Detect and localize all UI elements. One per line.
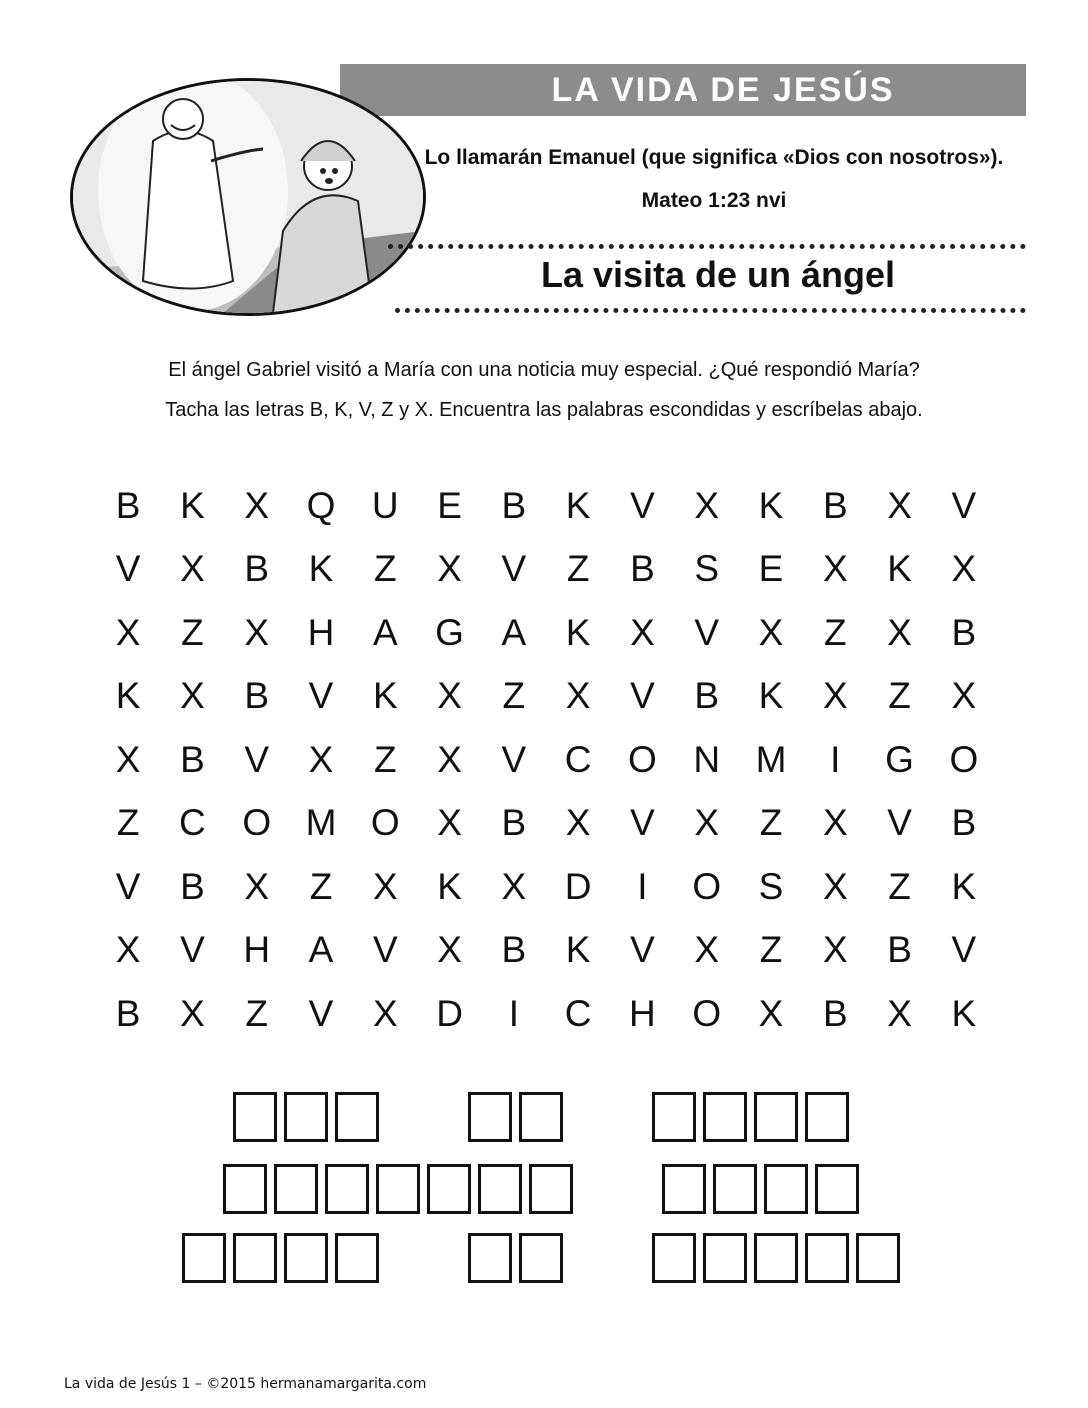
- answer-letter-box[interactable]: [468, 1233, 512, 1283]
- grid-letter[interactable]: K: [372, 675, 398, 717]
- answer-letter-box[interactable]: [754, 1233, 798, 1283]
- grid-letter[interactable]: K: [180, 484, 205, 526]
- answer-letter-box[interactable]: [325, 1164, 369, 1214]
- grid-letter[interactable]: H: [243, 929, 271, 971]
- grid-letter[interactable]: B: [630, 548, 655, 590]
- grid-letter[interactable]: B: [244, 675, 270, 717]
- grid-letter[interactable]: K: [115, 675, 141, 717]
- grid-letter[interactable]: C: [179, 802, 206, 844]
- grid-letter[interactable]: V: [630, 929, 655, 971]
- grid-letter[interactable]: X: [694, 484, 720, 526]
- grid-letter[interactable]: X: [501, 865, 527, 907]
- grid-letter[interactable]: X: [887, 992, 912, 1034]
- answer-letter-box[interactable]: [764, 1164, 808, 1214]
- grid-letter[interactable]: X: [951, 675, 977, 717]
- grid-letter[interactable]: V: [244, 738, 270, 780]
- grid-letter[interactable]: I: [830, 738, 841, 780]
- grid-letter[interactable]: K: [565, 484, 591, 526]
- lesson-title: La visita de un ángel: [540, 254, 896, 295]
- answer-letter-box[interactable]: [335, 1233, 379, 1283]
- answer-letter-box[interactable]: [713, 1164, 757, 1214]
- grid-letter[interactable]: B: [887, 929, 912, 971]
- answer-letter-box[interactable]: [662, 1164, 706, 1214]
- answer-word: [233, 1092, 386, 1142]
- answer-letter-box[interactable]: [703, 1092, 747, 1142]
- grid-letter[interactable]: A: [308, 929, 334, 971]
- grid-letter[interactable]: K: [887, 548, 912, 590]
- instruction-line-1: El ángel Gabriel visitó a María con una noticia muy especial. ¿Qué respondió María?: [168, 359, 920, 381]
- answer-letter-box[interactable]: [468, 1092, 512, 1142]
- grid-letter[interactable]: C: [564, 992, 592, 1034]
- divider-bottom: [395, 308, 1026, 313]
- grid-letter[interactable]: X: [372, 992, 398, 1034]
- grid-letter[interactable]: H: [629, 992, 656, 1034]
- grid-letter[interactable]: X: [822, 865, 848, 907]
- answer-word: [662, 1164, 866, 1214]
- grid-letter[interactable]: K: [437, 865, 462, 907]
- grid-letter[interactable]: X: [437, 738, 462, 780]
- grid-letter[interactable]: D: [564, 865, 592, 907]
- answer-letter-box[interactable]: [427, 1164, 471, 1214]
- answer-letter-box[interactable]: [233, 1233, 277, 1283]
- grid-letter[interactable]: X: [437, 675, 462, 717]
- grid-letter[interactable]: K: [758, 675, 784, 717]
- answer-letter-box[interactable]: [805, 1233, 849, 1283]
- grid-letter[interactable]: O: [949, 738, 979, 780]
- grid-letter[interactable]: K: [565, 929, 591, 971]
- answer-letter-box[interactable]: [856, 1233, 900, 1283]
- answer-letter-box[interactable]: [284, 1233, 328, 1283]
- grid-letter[interactable]: U: [371, 484, 399, 526]
- grid-letter[interactable]: Z: [181, 611, 204, 653]
- grid-letter[interactable]: D: [436, 992, 463, 1034]
- grid-letter[interactable]: M: [305, 802, 337, 844]
- angel-illustration: [70, 78, 426, 316]
- answer-letter-box[interactable]: [274, 1164, 318, 1214]
- grid-letter[interactable]: B: [501, 929, 527, 971]
- grid-letter[interactable]: E: [758, 548, 784, 590]
- grid-letter[interactable]: V: [694, 611, 720, 653]
- grid-letter[interactable]: X: [180, 675, 205, 717]
- answer-letter-box[interactable]: [376, 1164, 420, 1214]
- grid-letter[interactable]: X: [822, 548, 848, 590]
- grid-letter[interactable]: Z: [566, 548, 590, 590]
- grid-letter[interactable]: Z: [373, 548, 397, 590]
- divider-top: [388, 244, 1026, 249]
- answer-word: [652, 1233, 907, 1283]
- grid-letter[interactable]: G: [885, 738, 914, 780]
- grid-letter[interactable]: O: [692, 992, 722, 1034]
- grid-letter[interactable]: B: [180, 738, 205, 780]
- grid-letter[interactable]: Z: [823, 611, 847, 653]
- grid-letter[interactable]: B: [951, 802, 977, 844]
- grid-letter[interactable]: A: [372, 611, 398, 653]
- grid-letter[interactable]: X: [244, 611, 270, 653]
- grid-letter[interactable]: K: [758, 484, 784, 526]
- answer-letter-box[interactable]: [182, 1233, 226, 1283]
- answer-letter-box[interactable]: [335, 1092, 379, 1142]
- answer-letter-box[interactable]: [284, 1092, 328, 1142]
- grid-letter[interactable]: V: [115, 865, 141, 907]
- grid-letter[interactable]: X: [694, 802, 720, 844]
- grid-letter[interactable]: X: [115, 611, 141, 653]
- grid-letter[interactable]: V: [630, 802, 655, 844]
- grid-letter[interactable]: B: [822, 484, 848, 526]
- grid-letter[interactable]: I: [508, 992, 519, 1034]
- grid-letter[interactable]: V: [630, 484, 655, 526]
- letter-grid: [96, 474, 996, 1046]
- grid-letter[interactable]: Z: [759, 802, 783, 844]
- grid-letter[interactable]: K: [951, 992, 977, 1034]
- grid-letter[interactable]: B: [694, 675, 720, 717]
- grid-letter[interactable]: X: [951, 548, 977, 590]
- answer-letter-box[interactable]: [519, 1092, 563, 1142]
- grid-letter[interactable]: X: [887, 484, 912, 526]
- grid-letter[interactable]: X: [244, 484, 270, 526]
- answer-row: [0, 1164, 1088, 1214]
- grid-letter[interactable]: K: [951, 865, 977, 907]
- grid-letter[interactable]: V: [951, 484, 977, 526]
- grid-letter[interactable]: Z: [309, 865, 333, 907]
- footer-credit: La vida de Jesús 1 – ©2015 hermanamargarita.com: [64, 1376, 427, 1392]
- grid-letter[interactable]: V: [951, 929, 977, 971]
- grid-letter[interactable]: V: [501, 738, 527, 780]
- grid-letter[interactable]: Z: [116, 802, 140, 844]
- grid-letter[interactable]: V: [180, 929, 205, 971]
- grid-letter[interactable]: A: [501, 611, 527, 653]
- grid-letter[interactable]: V: [372, 929, 398, 971]
- grid-letter[interactable]: X: [630, 611, 655, 653]
- grid-letter[interactable]: X: [244, 865, 270, 907]
- grid-letter[interactable]: B: [115, 484, 141, 526]
- grid-letter[interactable]: Z: [373, 738, 397, 780]
- instruction-line-2: Tacha las letras B, K, V, Z y X. Encuentra las palabras escondidas y escríbelas abajo.: [165, 399, 923, 421]
- answer-letter-box[interactable]: [815, 1164, 859, 1214]
- answer-letter-box[interactable]: [652, 1233, 696, 1283]
- grid-letter[interactable]: X: [822, 929, 848, 971]
- grid-letter[interactable]: B: [115, 992, 141, 1034]
- grid-letter[interactable]: S: [694, 548, 720, 590]
- grid-letter[interactable]: X: [437, 802, 462, 844]
- answer-letter-box[interactable]: [519, 1233, 563, 1283]
- grid-letter[interactable]: X: [758, 992, 784, 1034]
- grid-letter[interactable]: V: [501, 548, 527, 590]
- grid-letter[interactable]: I: [637, 865, 648, 907]
- grid-letter[interactable]: G: [435, 611, 464, 653]
- grid-letter[interactable]: K: [308, 548, 334, 590]
- bible-verse: Lo llamarán Emanuel (que significa «Dios con nosotros»). Mateo 1:23 nvi: [424, 146, 1004, 212]
- answer-row: [0, 1233, 1088, 1283]
- grid-letter[interactable]: X: [308, 738, 334, 780]
- grid-letter[interactable]: E: [437, 484, 462, 526]
- grid-letter[interactable]: X: [115, 929, 141, 971]
- answer-letter-box[interactable]: [652, 1092, 696, 1142]
- instructions: [40, 350, 1048, 430]
- grid-letter[interactable]: V: [115, 548, 141, 590]
- series-title: LA VIDA DE JESÚS: [551, 70, 895, 109]
- answer-letter-box[interactable]: [233, 1092, 277, 1142]
- grid-letter[interactable]: H: [307, 611, 335, 653]
- answer-word: [652, 1092, 856, 1142]
- grid-letter[interactable]: X: [437, 548, 462, 590]
- answer-letter-box[interactable]: [478, 1164, 522, 1214]
- grid-letter[interactable]: X: [758, 611, 784, 653]
- grid-letter[interactable]: X: [822, 675, 848, 717]
- grid-letter[interactable]: S: [758, 865, 784, 907]
- answer-letter-box[interactable]: [754, 1092, 798, 1142]
- grid-letter[interactable]: O: [692, 865, 722, 907]
- grid-letter[interactable]: B: [244, 548, 270, 590]
- grid-letter[interactable]: B: [822, 992, 848, 1034]
- grid-letter[interactable]: V: [308, 675, 334, 717]
- grid-letter[interactable]: B: [501, 802, 527, 844]
- answer-word: [468, 1092, 570, 1142]
- grid-letter[interactable]: Z: [502, 675, 526, 717]
- grid-letter[interactable]: M: [755, 738, 787, 780]
- grid-letter[interactable]: V: [308, 992, 334, 1034]
- grid-letter[interactable]: C: [564, 738, 592, 780]
- grid-letter[interactable]: O: [628, 738, 657, 780]
- grid-letter[interactable]: X: [565, 802, 591, 844]
- answer-word: [182, 1233, 386, 1283]
- grid-letter[interactable]: X: [822, 802, 848, 844]
- grid-letter[interactable]: O: [242, 802, 272, 844]
- grid-letter[interactable]: V: [630, 675, 655, 717]
- grid-letter[interactable]: Z: [888, 865, 911, 907]
- grid-letter[interactable]: V: [887, 802, 912, 844]
- answer-letter-box[interactable]: [805, 1092, 849, 1142]
- grid-letter[interactable]: X: [437, 929, 462, 971]
- grid-letter[interactable]: X: [887, 611, 912, 653]
- grid-letter[interactable]: Z: [759, 929, 783, 971]
- grid-letter[interactable]: B: [951, 611, 977, 653]
- grid-letter[interactable]: N: [693, 738, 721, 780]
- grid-letter[interactable]: Q: [306, 484, 336, 526]
- answer-row: [0, 1092, 1088, 1142]
- grid-letter[interactable]: K: [565, 611, 591, 653]
- grid-letter[interactable]: X: [565, 675, 591, 717]
- grid-letter[interactable]: X: [694, 929, 720, 971]
- grid-letter[interactable]: X: [372, 865, 398, 907]
- grid-letter[interactable]: Z: [245, 992, 268, 1034]
- grid-letter[interactable]: B: [180, 865, 205, 907]
- series-banner: [340, 64, 1026, 116]
- angel-mary-image: [73, 81, 423, 313]
- answer-letter-box[interactable]: [703, 1233, 747, 1283]
- grid-letter[interactable]: X: [115, 738, 141, 780]
- grid-letter[interactable]: X: [180, 548, 205, 590]
- answer-word: [223, 1164, 580, 1214]
- grid-letter[interactable]: O: [370, 802, 400, 844]
- answer-letter-box[interactable]: [529, 1164, 573, 1214]
- grid-letter[interactable]: X: [180, 992, 205, 1034]
- answer-word: [468, 1233, 570, 1283]
- grid-letter[interactable]: B: [501, 484, 527, 526]
- answer-letter-box[interactable]: [223, 1164, 267, 1214]
- grid-letter[interactable]: Z: [888, 675, 911, 717]
